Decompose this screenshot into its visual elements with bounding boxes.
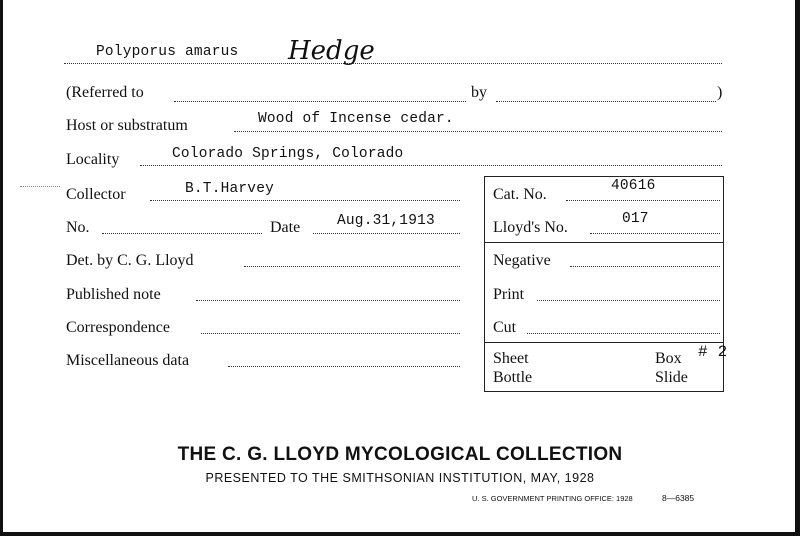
bottle-label: Bottle [493,369,533,386]
collection-title: THE C. G. LLOYD MYCOLOGICAL COLLECTION [177,444,623,465]
number-label: No. [66,219,90,236]
referred-to-line [174,101,466,102]
host-line [234,131,722,132]
lloyd-no-line [590,233,720,234]
print-line [537,300,720,301]
collector-label: Collector [66,186,126,203]
right-box-bottom-border [484,391,724,392]
date-value: Aug.31,1913 [337,213,435,229]
det-line [244,266,460,267]
by-label: by [471,84,487,101]
right-box-divider-1 [484,242,724,243]
printing-office-note: U. S. GOVERNMENT PRINTING OFFICE: 1928 [472,494,633,503]
cut-line [527,333,720,334]
print-label: Print [493,286,525,303]
host-label: Host or substratum [66,117,188,134]
det-label: Det. by C. G. Lloyd [66,252,194,269]
referred-to-label: (Referred to [66,84,144,101]
cut-label: Cut [493,319,517,336]
correspondence-label: Correspondence [66,319,170,336]
host-value: Wood of Incense cedar. [258,111,454,127]
close-paren: ) [717,84,723,101]
number-line [102,233,262,234]
negative-label: Negative [493,252,551,269]
form-number: 8—6385 [662,493,695,503]
lloyd-no-label: Lloyd's No. [493,219,568,236]
author-handwriting: Hedge [288,36,375,66]
correspondence-line [201,333,460,334]
collector-line [150,200,460,201]
locality-value: Colorado Springs, Colorado [172,146,404,162]
by-line [496,101,716,102]
box-label: Box [655,350,682,367]
species-line [64,63,722,64]
date-label: Date [270,219,301,236]
bottom-scan-edge [0,532,800,536]
collection-subtitle: PRESENTED TO THE SMITHSONIAN INSTITUTION, MAY, 1928 [205,471,595,485]
scan-speck [20,186,60,187]
species-name: Polyporus amarus [96,44,239,60]
locality-label: Locality [66,151,120,168]
date-line [313,233,460,234]
right-box-top-border [484,176,724,177]
lloyd-no-value: 017 [622,211,649,227]
cat-no-label: Cat. No. [493,186,547,203]
slide-label: Slide [655,369,688,386]
right-box-divider-2 [484,342,724,343]
published-note-label: Published note [66,286,161,303]
sheet-label: Sheet [493,350,529,367]
box-value: # 2 [698,343,728,361]
negative-line [570,266,720,267]
collector-value: B.T.Harvey [185,181,275,197]
cat-no-value: 40616 [611,178,656,194]
cat-no-line [566,200,720,201]
right-box-left-border [484,176,485,392]
misc-data-label: Miscellaneous data [66,352,190,369]
published-note-line [196,300,460,301]
misc-data-line [228,366,460,367]
locality-line [140,165,722,166]
